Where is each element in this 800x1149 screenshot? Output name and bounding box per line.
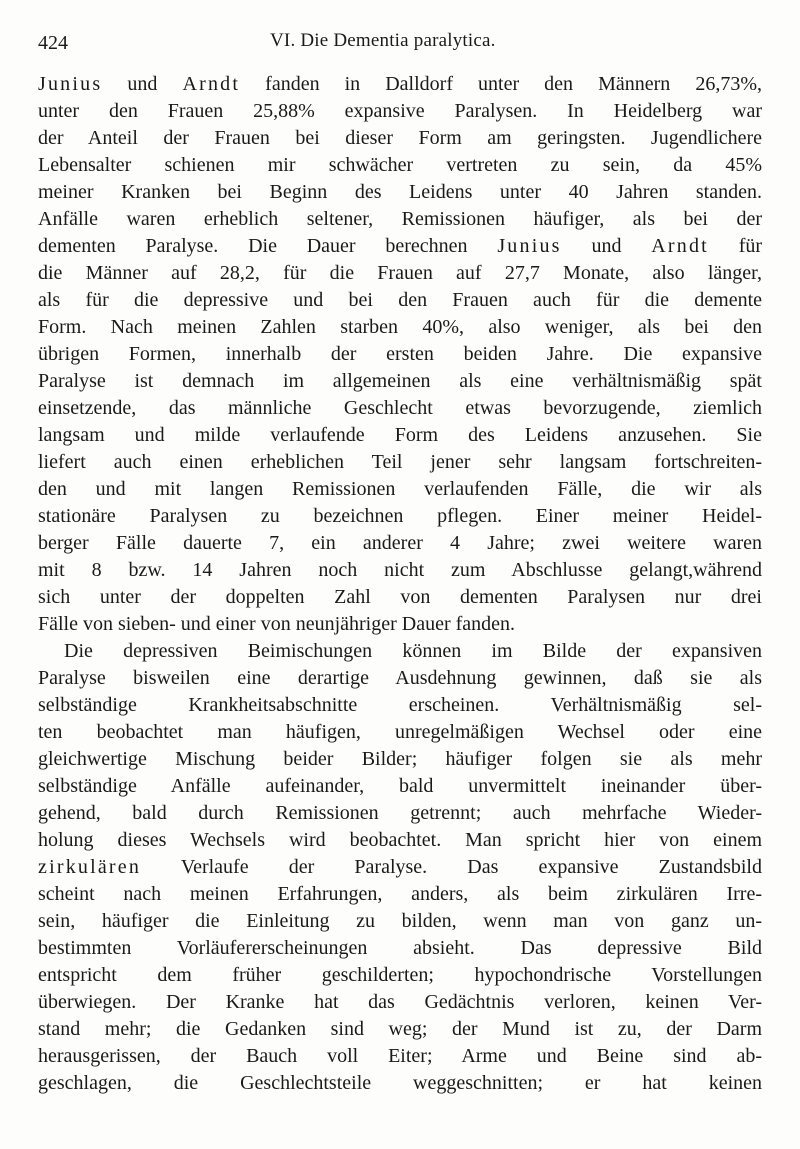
text-line: sein, häufiger die Einleitung zu bilden, wenn man von ganz un-	[38, 910, 762, 932]
text-line: entspricht dem früher geschilderten; hypochondrische Vorstellungen	[38, 964, 762, 986]
text-run: fanden in Dalldorf unter den Männern 26,73%,	[240, 73, 762, 95]
text-line: herausgerissen, der Bauch voll Eiter; Arme und Beine sind ab-	[38, 1045, 762, 1067]
text-line: Paralyse ist demnach im allgemeinen als eine verhältnismäßig spät	[38, 370, 762, 392]
text-line: Lebensalter schienen mir schwächer vertreten zu sein, da 45%	[38, 154, 762, 176]
text-line: Form. Nach meinen Zahlen starben 40%, also weniger, als bei den	[38, 316, 762, 338]
text-line: Die depressiven Beimischungen können im Bilde der expansiven	[64, 640, 762, 662]
text-line: selbständige Anfälle aufeinander, bald unvermittelt ineinander über-	[38, 775, 762, 797]
text-line: stationäre Paralysen zu bezeichnen pflegen. Einer meiner Heidel-	[38, 505, 762, 527]
text-line: stand mehr; die Gedanken sind weg; der Mund ist zu, der Darm	[38, 1018, 762, 1040]
author-name: Junius	[38, 73, 103, 95]
author-name: Arndt	[182, 73, 241, 95]
page-number: 424	[38, 32, 68, 54]
text-line: einsetzende, das männliche Geschlecht etwas bevorzugende, ziemlich	[38, 397, 762, 419]
text-run: dementen Paralyse. Die Dauer berechnen	[38, 235, 498, 257]
text-line: scheint nach meinen Erfahrungen, anders, als beim zirkulären Irre-	[38, 883, 762, 905]
text-line: langsam und milde verlaufende Form des Leidens anzusehen. Sie	[38, 424, 762, 446]
text-line: meiner Kranken bei Beginn des Leidens unter 40 Jahren standen.	[38, 181, 762, 203]
text-run: Verlaufe der Paralyse. Das expansive Zustandsbild	[141, 856, 762, 878]
page-header	[38, 28, 760, 58]
text-run: für	[708, 235, 762, 257]
emphasized-term: zirkulären	[38, 856, 142, 878]
text-line: selbständige Krankheitsabschnitte erscheinen. Verhältnismäßig sel-	[38, 694, 762, 716]
text-line: Fälle von sieben- und einer von neunjähriger Dauer fanden.	[38, 613, 516, 635]
text-line: gleichwertige Mischung beider Bilder; häufiger folgen sie als mehr	[38, 748, 762, 770]
body-text	[38, 71, 762, 1097]
text-line: überwiegen. Der Kranke hat das Gedächtnis verloren, keinen Ver-	[38, 991, 762, 1013]
text-line: holung dieses Wechsels wird beobachtet. Man spricht hier von einem	[38, 829, 762, 851]
text-line: sich unter der doppelten Zahl von dementen Paralysen nur drei	[38, 586, 762, 608]
text-line: berger Fälle dauerte 7, ein anderer 4 Jahre; zwei weitere waren	[38, 532, 762, 554]
text-line: Anfälle waren erheblich seltener, Remissionen häufiger, als bei der	[38, 208, 762, 230]
text-line	[38, 854, 762, 881]
text-line: die Männer auf 28,2, für die Frauen auf 27,7 Monate, also länger,	[38, 262, 762, 284]
running-head: VI. Die Dementia paralytica.	[270, 30, 496, 51]
text-line: mit 8 bzw. 14 Jahren noch nicht zum Abschlusse gelangt,während	[38, 559, 762, 581]
text-run: und	[561, 235, 652, 257]
author-name: Arndt	[651, 235, 709, 257]
text-line: der Anteil der Frauen bei dieser Form am geringsten. Jugendlichere	[38, 127, 762, 149]
text-line	[38, 233, 762, 260]
text-line: den und mit langen Remissionen verlaufenden Fälle, die wir als	[38, 478, 762, 500]
text-line: Paralyse bisweilen eine derartige Ausdehnung gewinnen, daß sie als	[38, 667, 762, 689]
text-line: geschlagen, die Geschlechtsteile weggeschnitten; er hat keinen	[38, 1072, 762, 1094]
text-line: gehend, bald durch Remissionen getrennt; auch mehrfache Wieder-	[38, 802, 762, 824]
author-name: Junius	[497, 235, 562, 257]
text-line: als für die depressive und bei den Frauen auch für die demente	[38, 289, 762, 311]
text-line: bestimmten Vorläufererscheinungen absieht. Das depressive Bild	[38, 937, 762, 959]
text-line: unter den Frauen 25,88% expansive Paralysen. In Heidelberg war	[38, 100, 762, 122]
text-line: ten beobachtet man häufigen, unregelmäßigen Wechsel oder eine	[38, 721, 762, 743]
text-line: liefert auch einen erheblichen Teil jener sehr langsam fortschreiten-	[38, 451, 762, 473]
text-line	[38, 71, 762, 98]
text-line: übrigen Formen, innerhalb der ersten beiden Jahre. Die expansive	[38, 343, 762, 365]
text-run: und	[102, 73, 183, 95]
